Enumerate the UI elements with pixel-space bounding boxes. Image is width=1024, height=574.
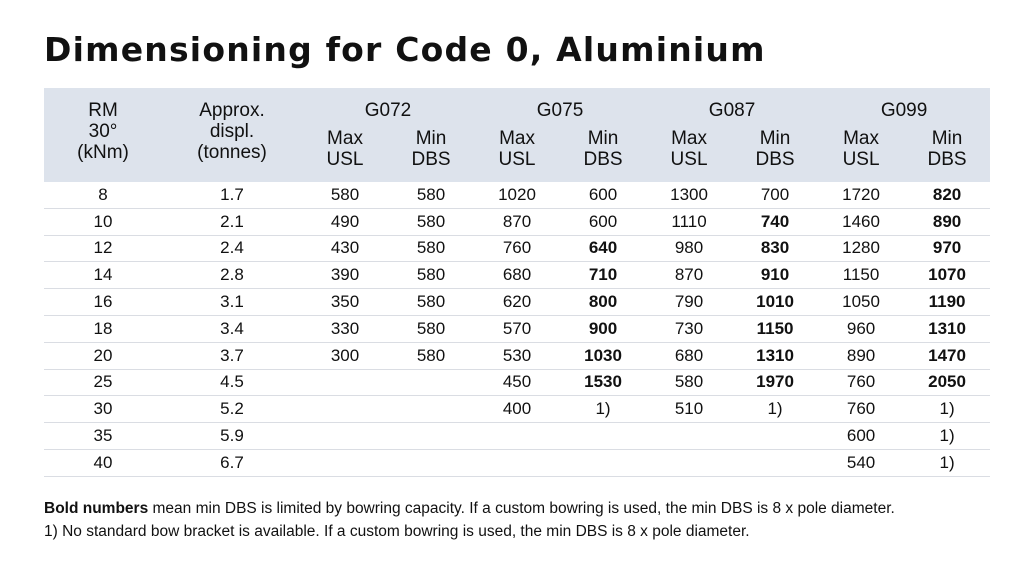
table-row (44, 369, 990, 396)
table-cell: 890 (818, 342, 904, 369)
table-cell: 760 (818, 369, 904, 396)
table-cell: 680 (474, 262, 560, 289)
header-group-g087: G087 (646, 88, 818, 122)
header-group-g075: G075 (474, 88, 646, 122)
table-cell (302, 423, 388, 450)
table-cell (302, 369, 388, 396)
table-cell (560, 423, 646, 450)
table-cell: 710 (560, 262, 646, 289)
table-cell: 1190 (904, 289, 990, 316)
table-cell (474, 423, 560, 450)
table-cell: 3.7 (162, 342, 302, 369)
table-cell: 10 (44, 208, 162, 235)
table-cell: 390 (302, 262, 388, 289)
table-cell: 530 (474, 342, 560, 369)
table-cell: 600 (560, 208, 646, 235)
table-cell: 800 (560, 289, 646, 316)
table-cell: 910 (732, 262, 818, 289)
table-cell: 5.2 (162, 396, 302, 423)
table-cell: 870 (474, 208, 560, 235)
table-cell: 540 (818, 449, 904, 476)
table-cell: 4.5 (162, 369, 302, 396)
table-row (44, 423, 990, 450)
table-cell: 680 (646, 342, 732, 369)
table-cell (732, 449, 818, 476)
table-cell: 580 (388, 342, 474, 369)
table-cell: 760 (474, 235, 560, 262)
table-cell: 830 (732, 235, 818, 262)
table-row (44, 235, 990, 262)
table-cell: 1010 (732, 289, 818, 316)
table-cell: 510 (646, 396, 732, 423)
dimensioning-table (44, 88, 990, 477)
table-cell: 820 (904, 182, 990, 208)
table-cell: 6.7 (162, 449, 302, 476)
table-cell: 620 (474, 289, 560, 316)
table-row (44, 182, 990, 208)
table-row (44, 208, 990, 235)
table-cell: 1280 (818, 235, 904, 262)
table-cell (388, 396, 474, 423)
table-cell: 1970 (732, 369, 818, 396)
table-cell (388, 449, 474, 476)
table-cell: 1030 (560, 342, 646, 369)
table-cell: 430 (302, 235, 388, 262)
table-cell: 870 (646, 262, 732, 289)
table-cell: 450 (474, 369, 560, 396)
footnote-bold: Bold numbers mean min DBS is limited by bowring capacity. If a custom bowring is used, the min DBS is 8 x pole diameter. (44, 500, 895, 517)
table-cell: 3.4 (162, 315, 302, 342)
header-max-usl: Max USL (474, 122, 560, 182)
table-cell: 12 (44, 235, 162, 262)
table-cell (302, 449, 388, 476)
table-cell: 900 (560, 315, 646, 342)
table-cell: 1050 (818, 289, 904, 316)
table-cell: 1.7 (162, 182, 302, 208)
table-cell: 35 (44, 423, 162, 450)
table-cell: 1110 (646, 208, 732, 235)
table-cell (560, 449, 646, 476)
table-cell: 580 (388, 315, 474, 342)
table-cell: 890 (904, 208, 990, 235)
footnote-1: 1) No standard bow bracket is available. If a custom bowring is used, the min DBS is 8 x pole diameter. (44, 523, 750, 540)
table-cell (388, 423, 474, 450)
table-cell: 350 (302, 289, 388, 316)
table-cell: 2050 (904, 369, 990, 396)
table-cell: 1310 (904, 315, 990, 342)
table-cell: 1460 (818, 208, 904, 235)
table-cell: 730 (646, 315, 732, 342)
header-min-dbs: Min DBS (388, 122, 474, 182)
table-cell: 1) (904, 396, 990, 423)
table-cell (732, 423, 818, 450)
table-cell: 960 (818, 315, 904, 342)
table-cell (302, 396, 388, 423)
header-min-dbs: Min DBS (732, 122, 818, 182)
table-row (44, 342, 990, 369)
table-cell: 1470 (904, 342, 990, 369)
table-cell: 1310 (732, 342, 818, 369)
table-cell: 1) (904, 423, 990, 450)
table-cell: 25 (44, 369, 162, 396)
header-min-dbs: Min DBS (560, 122, 646, 182)
table-row (44, 262, 990, 289)
table-cell: 1020 (474, 182, 560, 208)
table-cell: 300 (302, 342, 388, 369)
table-cell: 580 (646, 369, 732, 396)
footnotes (44, 497, 895, 543)
table-cell (474, 449, 560, 476)
table-cell (646, 423, 732, 450)
header-group-g072: G072 (302, 88, 474, 122)
table-cell: 640 (560, 235, 646, 262)
table-cell: 580 (388, 208, 474, 235)
table-cell: 580 (302, 182, 388, 208)
header-min-dbs: Min DBS (904, 122, 990, 182)
table-cell: 570 (474, 315, 560, 342)
header-max-usl: Max USL (646, 122, 732, 182)
table-cell: 1070 (904, 262, 990, 289)
table-cell: 1) (904, 449, 990, 476)
table-cell: 580 (388, 182, 474, 208)
table-row (44, 315, 990, 342)
table-row (44, 289, 990, 316)
header-max-usl: Max USL (818, 122, 904, 182)
table-cell: 1) (732, 396, 818, 423)
table-cell: 16 (44, 289, 162, 316)
table-cell: 580 (388, 235, 474, 262)
table-cell: 1150 (732, 315, 818, 342)
header-rm: RM 30° (kNm) (44, 88, 162, 182)
header-displ: Approx. displ. (tonnes) (162, 88, 302, 182)
table-cell: 30 (44, 396, 162, 423)
table-cell: 3.1 (162, 289, 302, 316)
header-group-g099: G099 (818, 88, 990, 122)
table-cell: 14 (44, 262, 162, 289)
table-cell: 600 (560, 182, 646, 208)
table-cell: 700 (732, 182, 818, 208)
table-row (44, 449, 990, 476)
table-cell: 18 (44, 315, 162, 342)
table-cell: 1150 (818, 262, 904, 289)
table-cell: 20 (44, 342, 162, 369)
table-cell: 580 (388, 262, 474, 289)
table-cell: 1720 (818, 182, 904, 208)
table-cell: 5.9 (162, 423, 302, 450)
table-row (44, 396, 990, 423)
table-cell: 740 (732, 208, 818, 235)
table-cell: 970 (904, 235, 990, 262)
page-title: Dimensioning for Code 0, Aluminium (44, 30, 766, 69)
table-cell: 40 (44, 449, 162, 476)
table-cell: 1530 (560, 369, 646, 396)
table-cell: 1300 (646, 182, 732, 208)
table-cell: 790 (646, 289, 732, 316)
table-cell: 8 (44, 182, 162, 208)
table-cell (388, 369, 474, 396)
table-cell: 2.1 (162, 208, 302, 235)
table-cell: 330 (302, 315, 388, 342)
table-cell: 600 (818, 423, 904, 450)
table-cell: 580 (388, 289, 474, 316)
table-cell (646, 449, 732, 476)
table-cell: 490 (302, 208, 388, 235)
table-cell: 980 (646, 235, 732, 262)
table-cell: 760 (818, 396, 904, 423)
table-cell: 1) (560, 396, 646, 423)
table-cell: 2.4 (162, 235, 302, 262)
table-cell: 400 (474, 396, 560, 423)
header-max-usl: Max USL (302, 122, 388, 182)
table-cell: 2.8 (162, 262, 302, 289)
